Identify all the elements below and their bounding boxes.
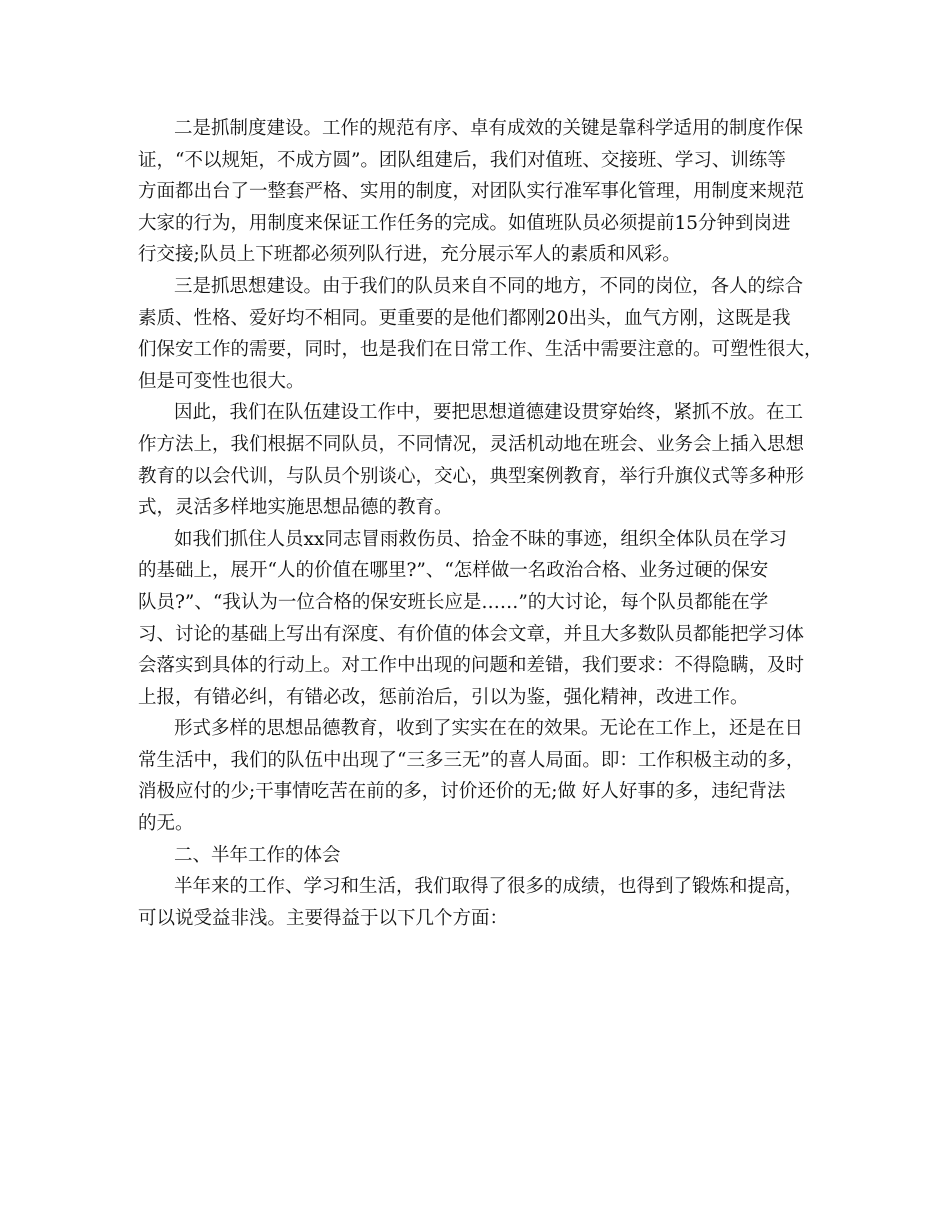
- text-line: 们保安工作的需要，同时，也是我们在日常工作、生活中需要注意的。可塑性很大，: [138, 339, 823, 361]
- text-line: 素质、性格、爱好均不相同。更重要的是他们都刚20出头，血气方刚，这既是我: [138, 307, 791, 329]
- text-line: 会落实到具体的行动上。对工作中出现的问题和差错，我们要求：不得隐瞒，及时: [138, 655, 805, 677]
- text-line: 行交接;队员上下班都必须列队行进，充分展示军人的素质和风彩。: [138, 244, 681, 266]
- text-line: 的无。: [138, 813, 194, 835]
- text-line: 式，灵活多样地实施思想品德的教育。: [138, 497, 453, 519]
- text-line: 常生活中，我们的队伍中出现了“三多三无”的喜人局面。即：工作积极主动的多，: [138, 749, 805, 771]
- text-line: 消极应付的少;干事情吃苦在前的多，讨价还价的无;做 好人好事的多，违纪背法: [138, 781, 786, 803]
- text-line: 教育的以会代训，与队员个别谈心，交心，典型案例教育，举行升旗仪式等多种形: [138, 465, 805, 487]
- text-line: 大家的行为，用制度来保证工作任务的完成。如值班队员必须提前15分钟到岗进: [138, 212, 791, 234]
- text-line: 形式多样的思想品德教育，收到了实实在在的效果。无论在工作上，还是在日: [174, 718, 804, 740]
- text-line: 半年来的工作、学习和生活，我们取得了很多的成绩，也得到了锻炼和提高，: [174, 876, 804, 898]
- text-line: 习、讨论的基础上写出有深度、有价值的体会文章，并且大多数队员都能把学习体: [138, 623, 805, 645]
- text-line: 证，“不以规矩，不成方圆”。团队组建后，我们对值班、交接班、学习、训练等: [138, 149, 786, 171]
- text-line: 如我们抓住人员xx同志冒雨救伤员、拾金不昧的事迹，组织全体队员在学习: [174, 528, 787, 550]
- text-line: 但是可变性也很大。: [138, 370, 305, 392]
- text-line: 二、半年工作的体会: [174, 844, 341, 866]
- text-line: 上报，有错必纠，有错必改，惩前治后，引以为鉴，强化精神，改进工作。: [138, 686, 749, 708]
- document-body: [138, 113, 823, 934]
- text-line: 三是抓思想建设。由于我们的队员来自不同的地方，不同的岗位，各人的综合: [174, 275, 804, 297]
- text-line: 二是抓制度建设。工作的规范有序、卓有成效的关键是靠科学适用的制度作保: [174, 118, 804, 139]
- text-line: 作方法上，我们根据不同队员，不同情况，灵活机动地在班会、业务会上插入思想: [138, 433, 805, 455]
- text-line: 可以说受益非浅。主要得益于以下几个方面：: [138, 907, 509, 929]
- text-line: 的基础上，展开“人的价值在哪里?”、“怎样做一名政治合格、业务过硬的保安: [138, 560, 769, 582]
- text-line: 方面都出台了一整套严格、实用的制度，对团队实行准军事化管理，用制度来规范: [138, 181, 805, 203]
- text-line: 队员?”、“我认为一位合格的保安班长应是……”的大讨论，每个队员都能在学: [138, 591, 769, 613]
- text-line: 因此，我们在队伍建设工作中，要把思想道德建设贯穿始终，紧抓不放。在工: [174, 402, 804, 424]
